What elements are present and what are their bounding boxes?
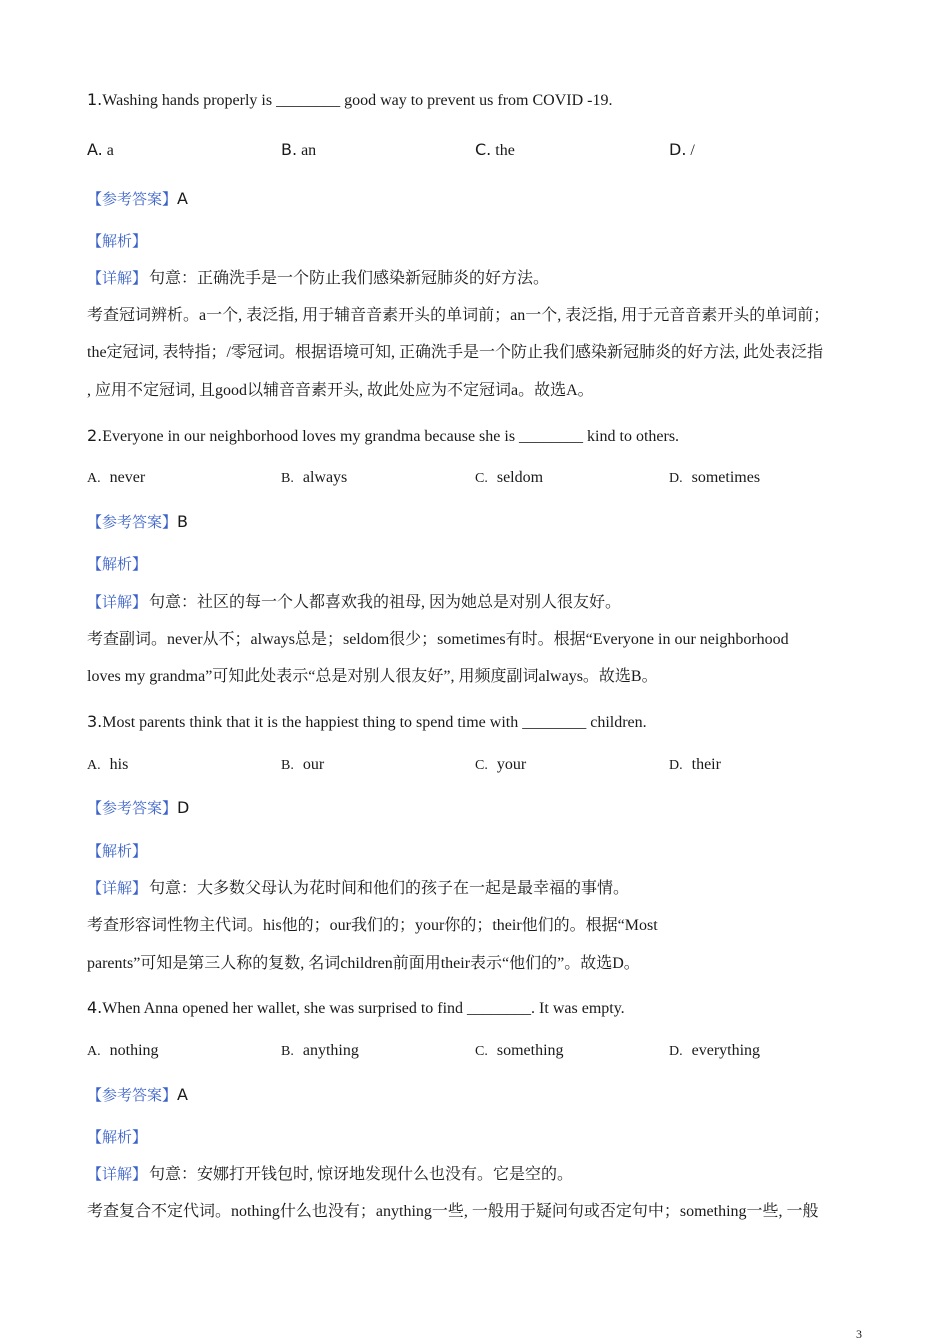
answer-value: A (177, 189, 188, 208)
explanation-line: 考查形容词性物主代词。his他的；our我们的；your你的；their他们的。根据“Most (87, 917, 658, 934)
option-c[interactable]: C. your (475, 756, 527, 773)
explanation-line: , 应用不定冠词, 且good以辅音音素开头, 故此处应为不定冠词a。故选A。 (87, 382, 594, 399)
question-2-stem (87, 426, 887, 447)
option-a[interactable]: A. never (87, 469, 146, 486)
option-d[interactable]: D. sometimes (669, 469, 761, 486)
question-2-options (87, 468, 887, 488)
question-number: 2. (87, 426, 103, 445)
question-text: When Anna opened her wallet, she was surprised to find ________. It was empty. (102, 1000, 625, 1017)
option-b[interactable]: B. an (281, 140, 317, 159)
option-d[interactable]: D. their (669, 756, 721, 773)
analysis-heading: 【解析】 (87, 232, 148, 250)
question-3-stem (87, 712, 887, 733)
analysis-heading: 【解析】 (87, 1128, 148, 1146)
question-text: Everyone in our neighborhood loves my grandma because she is ________ kind to others. (102, 428, 680, 445)
option-c[interactable]: C. the (475, 140, 515, 159)
option-d[interactable]: D. everything (669, 1042, 761, 1059)
option-c[interactable]: C. seldom (475, 469, 544, 486)
page-number: 3 (856, 1327, 862, 1341)
option-b[interactable]: B. always (281, 469, 348, 486)
question-number: 1. (87, 90, 103, 109)
detail-line: 【详解】 句意：正确洗手是一个防止我们感染新冠肺炎的好方法。 (87, 269, 550, 287)
analysis-heading: 【解析】 (87, 842, 148, 860)
analysis-heading: 【解析】 (87, 555, 148, 573)
question-4-options (87, 1041, 887, 1061)
answer-value: D (177, 798, 190, 817)
answer-line (87, 1085, 887, 1105)
option-d[interactable]: D. / (669, 140, 695, 159)
answer-value: A (177, 1085, 188, 1104)
detail-tag: 【详解】 (87, 269, 148, 287)
question-1-stem (87, 90, 887, 111)
detail-line: 【详解】 句意：社区的每一个人都喜欢我的祖母, 因为她总是对别人很友好。 (87, 593, 622, 611)
option-b[interactable]: B. anything (281, 1042, 359, 1059)
detail-tag: 【详解】 (87, 593, 148, 611)
detail-tag: 【详解】 (87, 1165, 148, 1183)
question-text: Most parents think that it is the happiest thing to spend time with ________ children. (102, 714, 647, 731)
question-number: 3. (87, 712, 103, 731)
option-a[interactable]: A. his (87, 756, 129, 773)
explanation-line: 考查复合不定代词。nothing什么也没有；anything一些, 一般用于疑问句或否定句中；something一些, 一般 (87, 1203, 819, 1220)
answer-value: B (177, 512, 188, 531)
option-a[interactable]: A. a (87, 140, 114, 159)
explanation-line: 考查冠词辨析。a一个, 表泛指, 用于辅音音素开头的单词前；an一个, 表泛指, 用于元音音素开头的单词前； (87, 307, 830, 324)
detail-line: 【详解】 句意：安娜打开钱包时, 惊讶地发现什么也没有。它是空的。 (87, 1165, 574, 1183)
option-c[interactable]: C. something (475, 1042, 564, 1059)
answer-line (87, 798, 887, 818)
option-a[interactable]: A. nothing (87, 1042, 159, 1059)
question-4-stem (87, 998, 887, 1019)
question-1-options (87, 140, 887, 160)
detail-line: 【详解】 句意：大多数父母认为花时间和他们的孩子在一起是最幸福的事情。 (87, 879, 630, 897)
answer-tag: 【参考答案】 (87, 190, 178, 208)
explanation-line: loves my grandma”可知此处表示“总是对别人很友好”, 用频度副词always。故选B。 (87, 668, 658, 685)
detail-tag: 【详解】 (87, 879, 148, 897)
answer-tag: 【参考答案】 (87, 799, 178, 817)
question-text: Washing hands properly is ________ good way to prevent us from COVID -19. (102, 92, 613, 109)
answer-line (87, 189, 887, 209)
answer-tag: 【参考答案】 (87, 513, 178, 531)
explanation-line: parents”可知是第三人称的复数, 名词children前面用their表示“他们的”。故选D。 (87, 955, 640, 972)
answer-tag: 【参考答案】 (87, 1086, 178, 1104)
question-3-options (87, 755, 887, 775)
answer-line (87, 512, 887, 532)
option-b[interactable]: B. our (281, 756, 325, 773)
question-number: 4. (87, 998, 103, 1017)
explanation-line: the定冠词, 表特指；/零冠词。根据语境可知, 正确洗手是一个防止我们感染新冠肺炎的好方法, 此处表泛指 (87, 344, 823, 361)
explanation-line: 考查副词。never从不；always总是；seldom很少；sometimes有时。根据“Everyone in our neighborhood (87, 631, 789, 648)
